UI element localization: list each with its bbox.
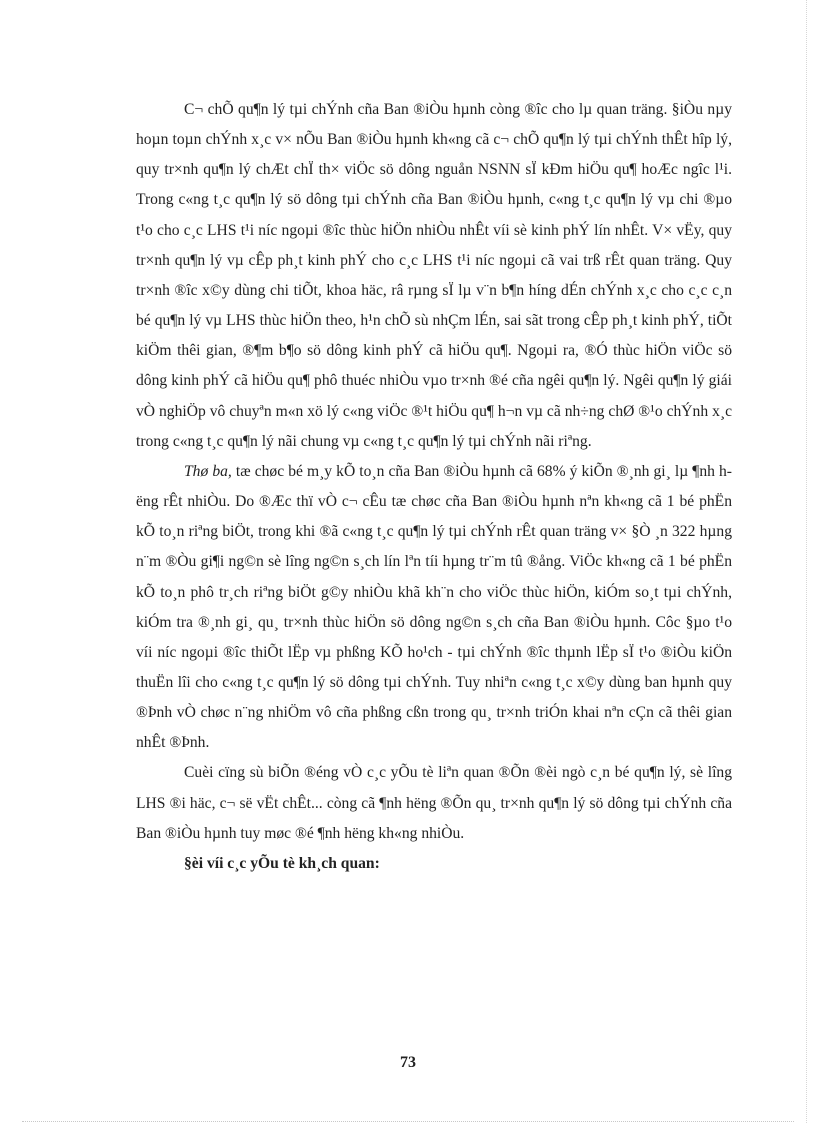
paragraph-text: Cuèi cïng sù biÕn ®éng vÒ c¸c yÕu tè liªn quan ®Õn ®èi ngò c¸n bé qu¶n lý, sè lîng LHS ®i häc, c¬ së vËt chÊt... còng cã ¶nh hëng ®Õn qu¸ tr×nh qu¶n lý sö dông tµi chÝnh cña Ban ®iÒu hµnh tuy møc ®é ¶nh hëng kh«ng nhiÒu.	[136, 764, 732, 842]
page-bottom-divider	[22, 1121, 794, 1122]
page-number: 73	[400, 1054, 416, 1071]
body-text	[136, 95, 732, 879]
paragraph-accounting-organization	[136, 457, 732, 759]
paragraph-lead: Thø ba,	[184, 462, 232, 480]
paragraph-management-mechanism	[136, 95, 732, 457]
paragraph-other-factors	[136, 758, 732, 848]
section-heading: §èi víi c¸c yÕu tè kh¸ch quan:	[184, 854, 380, 872]
page-right-divider	[806, 0, 807, 1123]
paragraph-text: C¬ chÕ qu¶n lý tµi chÝnh cña Ban ®iÒu hµnh còng ®îc cho lµ quan träng. §iÒu nµy hoµn toµn chÝnh x¸c v× nÕu Ban ®iÒu hµnh kh«ng cã c¬ chÕ qu¶n lý tµi chÝnh thÊt hîp lý, quy tr×nh qu¶n lý chÆt chÏ th× viÖc sö dông nguån NSNN sÏ kÐm hiÖu qu¶ hoÆc ngîc l¹i. Trong c«ng t¸c qu¶n lý sö dông tµi chÝnh cña Ban ®iÒu hµnh, c«ng t¸c qu¶n lý vµ chi ®µo t¹o cho c¸c LHS t¹i níc ngoµi ®îc thùc hiÖn nhiÒu nhÊt víi sè kinh phÝ lín nhÊt. V× vËy, quy tr×nh qu¶n lý vµ cÊp ph¸t kinh phÝ cho c¸c LHS t¹i níc ngoµi cã vai trß rÊt quan träng. Quy tr×nh ®îc x©y dùng chi tiÕt, khoa häc, râ rµng sÏ lµ v¨n b¶n híng dÉn chÝnh x¸c cho c¸c c¸n bé qu¶n lý vµ LHS thùc hiÖn theo, h¹n chÕ sù nhÇm lÉn, sai sãt trong cÊp ph¸t kinh phÝ, tiÕt kiÖm thêi gian, ®¶m b¶o sö dông kinh phÝ cã hiÖu qu¶. Ngoµi ra, ®Ó thùc hiÖn viÖc sö dông kinh phÝ cã hiÖu qu¶ phô thuéc nhiÒu vµo tr×nh ®é cña ngêi qu¶n lý. Ngêi qu¶n lý giái vÒ nghiÖp vô chuyªn m«n xö lý c«ng viÖc ®¹t hiÖu qu¶ h¬n vµ cã nh÷ng chØ ®¹o chÝnh x¸c trong c«ng t¸c qu¶n lý nãi chung vµ c«ng t¸c qu¶n lý tµi chÝnh nãi riªng.	[136, 101, 732, 450]
paragraph-text: tæ chøc bé m¸y kÕ to¸n cña Ban ®iÒu hµnh cã 68% ý kiÕn ®¸nh gi¸ lµ ¶nh hëng rÊt nhiÒu. Do ®Æc thï vÒ c¬ cÊu tæ chøc cña Ban ®iÒu hµnh nªn kh«ng cã 1 bé phËn kÕ to¸n riªng biÖt, trong khi ®ã c«ng t¸c qu¶n lý tµi chÝnh rÊt quan träng v× §Ò ¸n 322 hµng n¨m ®Òu gi¶i ng©n sè lîng ng©n s¸ch lín lªn tíi hµng tr¨m tû ®ång. ViÖc kh«ng cã 1 bé phËn kÕ to¸n phô tr¸ch riªng biÖt g©y nhiÒu khã kh¨n cho viÖc thùc hiÖn, kiÓm so¸t tµi chÝnh, kiÓm tra ®¸nh gi¸ qu¸ tr×nh thùc hiÖn sö dông ng©n s¸ch cña Ban ®iÒu hµnh. Côc §µo t¹o víi níc ngoµi ®îc thiÕt lËp vµ phßng KÕ ho¹ch - tµi chÝnh ®îc thµnh lËp sÏ t¹o ®iÒu kiÖn thuËn lîi cho c«ng t¸c qu¶n lý sö dông tµi chÝnh. Tuy nhiªn c«ng t¸c x©y dùng ban hµnh quy ®Þnh vÒ chøc n¨ng nhiÖm vô cña phßng cßn trong qu¸ tr×nh triÓn khai nªn cÇn cã thêi gian nhÊt ®Þnh.	[136, 462, 732, 752]
